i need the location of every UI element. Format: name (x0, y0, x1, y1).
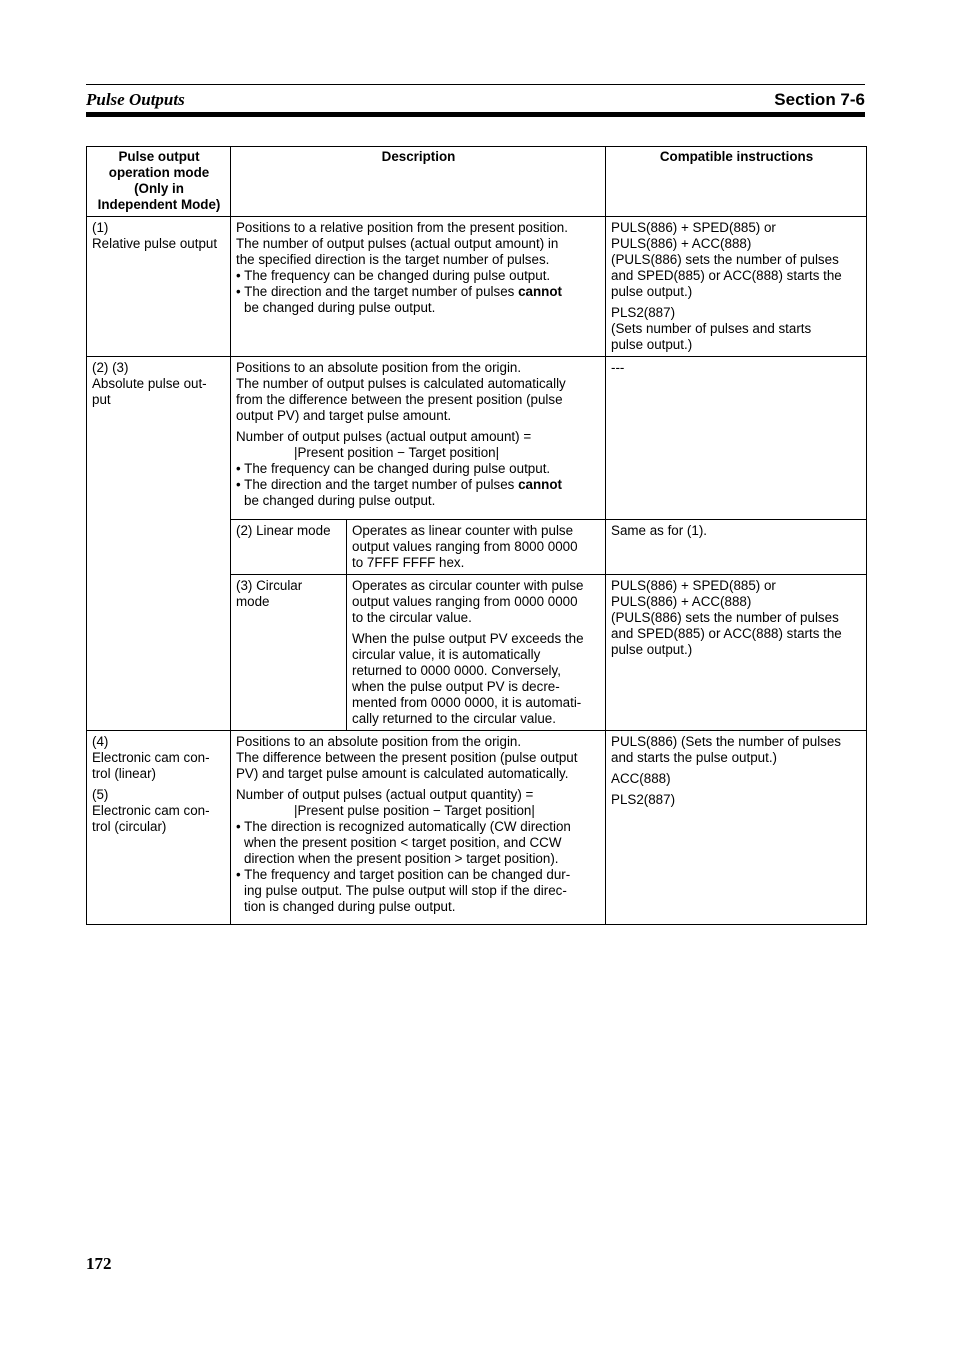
submode-description-cell (347, 520, 606, 575)
mode-name: trol (circular) (92, 819, 167, 834)
mode-name: Electronic cam con- (92, 750, 210, 765)
bullet-continuation: tion is changed during pulse output. (244, 899, 456, 914)
formula-line: Number of output pulses (actual output quantity) = (236, 787, 534, 802)
running-header-title: Pulse Outputs (86, 90, 185, 109)
pulse-output-mode-table (86, 146, 867, 925)
description-line: returned to 0000 0000. Conversely, (352, 663, 561, 678)
instruction-line: and SPED(885) or ACC(888) starts the (611, 626, 842, 641)
submode-description-cell (347, 575, 606, 731)
description-line: output values ranging from 8000 0000 (352, 539, 578, 554)
mode-name: Absolute pulse out- (92, 376, 207, 391)
description-cell (231, 357, 606, 520)
description-cell (231, 731, 606, 925)
bullet-continuation: be changed during pulse output. (244, 300, 436, 315)
description-line: The difference between the present position (pulse output (236, 750, 578, 765)
instructions-cell: Same as for (1). (606, 520, 867, 575)
formula-expression: |Present pulse position − Target position| (294, 803, 535, 818)
description-cell (231, 217, 606, 357)
bullet-continuation: direction when the present position > target position). (244, 851, 559, 866)
instruction-line: PULS(886) + ACC(888) (611, 236, 752, 251)
mode-number: (2) (3) (92, 360, 129, 375)
mode-name: put (92, 392, 111, 407)
description-line: to the circular value. (352, 610, 472, 625)
bullet-text: • The direction and the target number of pulses (236, 284, 519, 299)
mode-name: trol (linear) (92, 766, 156, 781)
running-header-section: Section 7-6 (774, 90, 865, 109)
submode-label-cell: (2) Linear mode (231, 520, 347, 575)
description-line: the specified direction is the target number of pulses. (236, 252, 550, 267)
instruction-line: ACC(888) (611, 771, 671, 786)
formula-line: Number of output pulses (actual output amount) = (236, 429, 532, 444)
description-line: When the pulse output PV exceeds the (352, 631, 584, 646)
submode-label: mode (236, 594, 270, 609)
instructions-cell (606, 217, 867, 357)
column-header-instructions: Compatible instructions (606, 147, 867, 217)
description-line: circular value, it is automatically (352, 647, 541, 662)
bullet-continuation: when the present position < target position, and CCW (244, 835, 562, 850)
mode-name: Electronic cam con- (92, 803, 210, 818)
description-line: PV) and target pulse amount is calculated automatically. (236, 766, 569, 781)
table-row (87, 357, 867, 520)
description-line: Positions to an absolute position from the origin. (236, 360, 522, 375)
instructions-cell (606, 575, 867, 731)
instruction-line: (PULS(886) sets the number of pulses (611, 252, 839, 267)
description-line: to 7FFF FFFF hex. (352, 555, 465, 570)
table-row (87, 731, 867, 925)
table-row (87, 217, 867, 357)
instruction-line: and SPED(885) or ACC(888) starts the (611, 268, 842, 283)
column-header-description: Description (231, 147, 606, 217)
submode-label-cell (231, 575, 347, 731)
formula-expression: |Present position − Target position| (294, 445, 500, 460)
header-thick-rule (86, 112, 865, 117)
bullet-emphasis: cannot (518, 284, 562, 299)
bullet-item: • The frequency can be changed during pulse output. (236, 268, 551, 283)
mode-cell (87, 357, 231, 731)
instruction-line: and starts the pulse output.) (611, 750, 778, 765)
header-mode-line: Independent Mode) (97, 197, 221, 212)
description-line: output values ranging from 0000 0000 (352, 594, 578, 609)
instruction-line: PLS2(887) (611, 792, 676, 807)
mode-number: (1) (92, 220, 109, 235)
bullet-continuation: ing pulse output. The pulse output will stop if the direc- (244, 883, 567, 898)
header-mode-line: operation mode (108, 165, 210, 180)
description-line: when the pulse output PV is decre- (352, 679, 560, 694)
page-number: 172 (86, 1254, 112, 1273)
bullet-item: • The frequency can be changed during pulse output. (236, 461, 551, 476)
instruction-line: PULS(886) + SPED(885) or (611, 578, 776, 593)
instruction-line: pulse output.) (611, 337, 693, 352)
submode-label: (3) Circular (236, 578, 303, 593)
mode-number: (5) (92, 787, 109, 802)
description-line: output PV) and target pulse amount. (236, 408, 452, 423)
instruction-line: (Sets number of pulses and starts (611, 321, 812, 336)
description-line: mented from 0000 0000, it is automati- (352, 695, 582, 710)
instructions-cell: --- (606, 357, 867, 520)
bullet-item: • The frequency and target position can be changed dur- (236, 867, 571, 882)
mode-cell (87, 217, 231, 357)
instruction-line: PULS(886) + SPED(885) or (611, 220, 776, 235)
description-line: The number of output pulses is calculated automatically (236, 376, 566, 391)
header-mode-line: (Only in (134, 181, 184, 196)
table-header-row (87, 147, 867, 217)
mode-name: Relative pulse output (92, 236, 218, 251)
instruction-line: (PULS(886) sets the number of pulses (611, 610, 839, 625)
header-mode-line: Pulse output (118, 149, 200, 164)
instructions-cell (606, 731, 867, 925)
mode-number: (4) (92, 734, 109, 749)
instruction-line: pulse output.) (611, 284, 693, 299)
bullet-item (236, 284, 601, 300)
description-line: Operates as linear counter with pulse (352, 523, 574, 538)
description-line: The number of output pulses (actual output amount) in (236, 236, 559, 251)
instruction-line: PULS(886) (Sets the number of pulses (611, 734, 842, 749)
bullet-emphasis: cannot (518, 477, 562, 492)
bullet-item: • The direction is recognized automatically (CW direction (236, 819, 571, 834)
column-header-mode (87, 147, 231, 217)
bullet-continuation: be changed during pulse output. (244, 493, 436, 508)
header-top-rule (86, 84, 865, 85)
bullet-item (236, 477, 601, 493)
instruction-line: PULS(886) + ACC(888) (611, 594, 752, 609)
mode-cell (87, 731, 231, 925)
instruction-line: pulse output.) (611, 642, 693, 657)
bullet-text: • The direction and the target number of pulses (236, 477, 519, 492)
description-line: from the difference between the present position (pulse (236, 392, 563, 407)
description-line: Positions to a relative position from the present position. (236, 220, 568, 235)
instruction-line: PLS2(887) (611, 305, 676, 320)
description-line: cally returned to the circular value. (352, 711, 556, 726)
description-line: Operates as circular counter with pulse (352, 578, 584, 593)
description-line: Positions to an absolute position from the origin. (236, 734, 522, 749)
